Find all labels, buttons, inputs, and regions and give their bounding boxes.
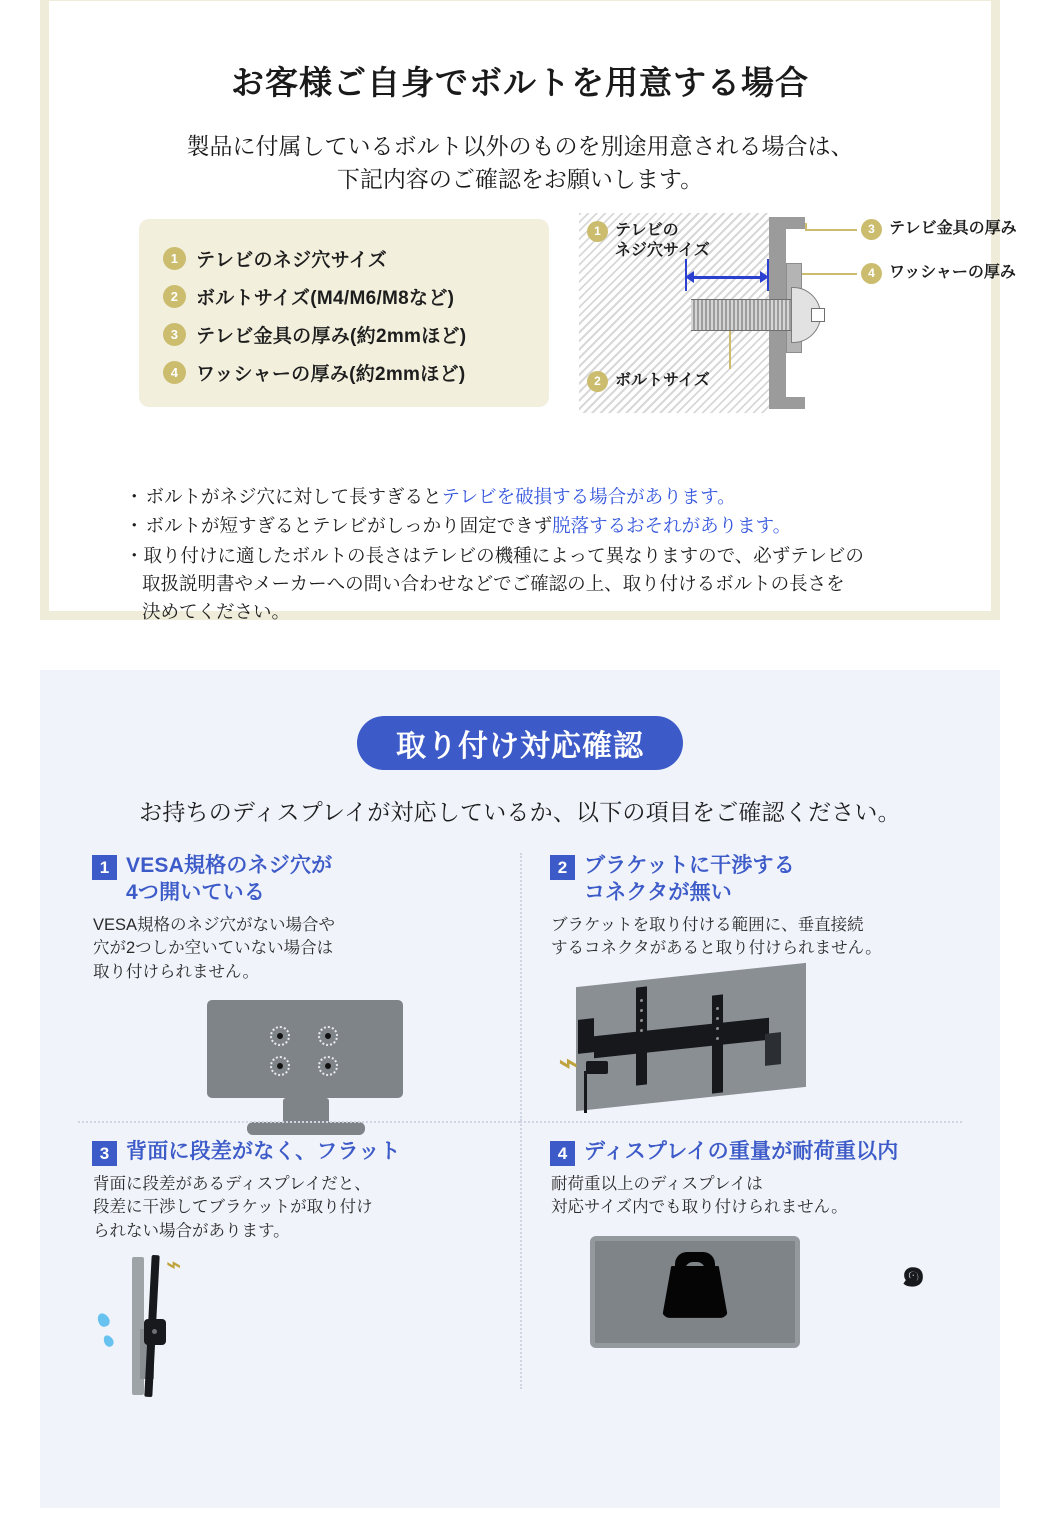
note-plain-text: ボルトがネジ穴に対して長すぎると bbox=[145, 485, 442, 507]
desc-line2: するコネクタがあると取り付けられません。 bbox=[551, 939, 882, 958]
bracket-rail-vertical-shape bbox=[712, 994, 723, 1093]
list-item-label: ワッシャーの厚み(約2mmほど) bbox=[196, 363, 466, 385]
note-row bbox=[125, 483, 991, 511]
leader-line-washer bbox=[802, 273, 857, 275]
compatibility-check-section bbox=[40, 670, 1000, 1508]
diagram-label-line1: テレビの bbox=[615, 221, 679, 239]
diagram-label-bolt-size bbox=[587, 371, 710, 392]
bracket-plate-top-flange bbox=[769, 217, 805, 229]
check-item-desc bbox=[93, 1173, 506, 1243]
check-item-title-line2: コネクタが無い bbox=[584, 880, 732, 904]
number-badge-icon: 1 bbox=[587, 221, 608, 242]
diagram-label-text: ワッシャーの厚み bbox=[889, 263, 1016, 281]
leader-tick-bracket bbox=[805, 223, 807, 231]
bracket-knob-shape bbox=[144, 1319, 166, 1345]
list-item bbox=[163, 283, 549, 310]
list-item-label: テレビ金具の厚み(約2mmほど) bbox=[196, 325, 467, 347]
section-badge: 取り付け対応確認 bbox=[357, 716, 683, 770]
bullet-dot-icon: ・ bbox=[125, 485, 144, 507]
bolt-cross-section-diagram bbox=[579, 213, 1017, 413]
check-item-title-line2: 4つ開いている bbox=[126, 880, 266, 904]
display-weight-illustration bbox=[550, 1230, 948, 1380]
desc-line3: られない場合があります。 bbox=[93, 1221, 290, 1240]
bullet-dot-icon: ・ bbox=[125, 515, 144, 537]
cable-shape bbox=[584, 1071, 587, 1113]
check-item-header bbox=[550, 1139, 948, 1166]
vesa-hole-icon bbox=[270, 1056, 290, 1076]
vesa-hole-icon bbox=[270, 1026, 290, 1046]
desc-line1: 耐荷重以上のディスプレイは bbox=[551, 1175, 763, 1193]
strain-spiral-icon: ๑ bbox=[900, 1250, 926, 1295]
note-line3: 決めてください。 bbox=[142, 600, 291, 622]
desc-line3: 取り付けられません。 bbox=[93, 962, 259, 981]
check-item-header bbox=[92, 1139, 506, 1166]
check-item-title-line1: 背面に段差がなく、フラット bbox=[126, 1140, 401, 1163]
bolt-lead-line2: 下記内容のご確認をお願いします。 bbox=[336, 166, 704, 193]
check-item-desc bbox=[551, 1173, 948, 1220]
check-item-title-line1: VESA規格のネジ穴が bbox=[126, 854, 333, 877]
number-badge-icon: 2 bbox=[550, 855, 575, 880]
bolt-body bbox=[49, 219, 1017, 449]
tv-body-shape bbox=[207, 1000, 403, 1098]
note-line1: ・取り付けに適したボルトの長さはテレビの機種によって異なりますので、必ずテレビの bbox=[125, 545, 864, 567]
bolt-thread-shape bbox=[691, 299, 791, 331]
leader-line-bolt bbox=[729, 331, 731, 369]
desc-line2: 対応サイズ内でも取り付けられません。 bbox=[551, 1198, 848, 1217]
desc-line2: 穴が2つしか空いていない場合は bbox=[93, 939, 334, 958]
bracket-hook-shape bbox=[578, 1018, 594, 1054]
number-badge-icon: 3 bbox=[163, 323, 186, 346]
list-item-label: テレビのネジ穴サイズ bbox=[196, 249, 388, 271]
bolt-preparation-section bbox=[40, 0, 1017, 622]
bracket-hook-shape bbox=[765, 1032, 781, 1066]
desc-line1: 背面に段差があるディスプレイだと、 bbox=[93, 1175, 371, 1193]
note-row bbox=[125, 542, 991, 625]
desc-line1: VESA規格のネジ穴がない場合や bbox=[93, 915, 336, 934]
vesa-hole-icon bbox=[318, 1056, 338, 1076]
leader-line-bracket bbox=[805, 229, 857, 231]
check-item-3 bbox=[78, 1121, 520, 1389]
diagram-label-text: ボルトサイズ bbox=[615, 371, 710, 389]
note-row bbox=[125, 512, 991, 540]
check-item-title-line1: ブラケットに干渉する bbox=[584, 854, 795, 877]
desc-line1: ブラケットを取り付ける範囲に、垂直接続 bbox=[551, 915, 864, 934]
weight-icon bbox=[662, 1266, 728, 1318]
check-item-1 bbox=[78, 853, 520, 1121]
sweat-drop-icon bbox=[95, 1311, 112, 1329]
bolt-notes bbox=[125, 483, 991, 626]
vesa-hole-icon bbox=[318, 1026, 338, 1046]
bolt-checklist-card bbox=[139, 219, 549, 407]
desc-line2: 段差に干渉してブラケットが取り付け bbox=[93, 1198, 373, 1217]
number-badge-icon: 4 bbox=[163, 361, 186, 384]
bracket-rail-vertical-shape bbox=[636, 986, 647, 1085]
collision-zigzag-icon: ⌁ bbox=[166, 1249, 182, 1280]
check-item-desc bbox=[93, 914, 506, 984]
diagram-label-screw-hole bbox=[587, 221, 710, 261]
sweat-drop-icon bbox=[102, 1334, 116, 1349]
tv-bracket-connector-illustration bbox=[550, 971, 948, 1121]
check-item-header bbox=[550, 853, 948, 907]
check-item-2 bbox=[520, 853, 962, 1121]
screw-hole-size-arrow-icon bbox=[685, 269, 769, 285]
bolt-checklist bbox=[139, 219, 549, 386]
bolt-lead-text bbox=[49, 130, 991, 197]
bolt-lead-line1: 製品に付属しているボルト以外のものを別途用意される場合は、 bbox=[186, 133, 854, 159]
number-badge-icon: 3 bbox=[92, 1141, 117, 1166]
number-badge-icon: 4 bbox=[550, 1141, 575, 1166]
number-badge-icon: 2 bbox=[587, 371, 608, 392]
check-item-desc bbox=[551, 914, 948, 961]
note-plain-text: ボルトが短すぎるとテレビがしっかり固定できず bbox=[145, 515, 553, 537]
diagram-label-line2: ネジ穴サイズ bbox=[615, 241, 710, 259]
connector-plug-icon bbox=[586, 1061, 608, 1074]
list-item bbox=[163, 359, 549, 386]
bracket-plate-bottom-flange bbox=[769, 397, 805, 409]
check-item-title-line1: ディスプレイの重量が耐荷重以内 bbox=[584, 1140, 899, 1163]
number-badge-icon: 1 bbox=[163, 247, 186, 270]
check-item-4 bbox=[520, 1121, 962, 1389]
check-lead-text: お持ちのディスプレイが対応しているか、以下の項目をご確認ください。 bbox=[139, 799, 901, 825]
number-badge-icon: 3 bbox=[861, 219, 882, 240]
bolt-slot-icon bbox=[811, 308, 825, 322]
check-item-header bbox=[92, 853, 506, 907]
diagram-label-washer-thickness bbox=[861, 263, 1016, 284]
note-highlight-text: 脱落するおそれがあります。 bbox=[552, 515, 792, 537]
diagram-label-text: テレビ金具の厚み bbox=[889, 219, 1017, 237]
list-item bbox=[163, 321, 549, 348]
note-highlight-text: テレビを破損する場合があります。 bbox=[441, 485, 736, 507]
tv-side-profile-illustration bbox=[92, 1249, 506, 1403]
number-badge-icon: 2 bbox=[163, 285, 186, 308]
number-badge-icon: 1 bbox=[92, 855, 117, 880]
collision-zigzag-icon: ⌁ bbox=[558, 1043, 579, 1082]
list-item bbox=[163, 245, 549, 272]
list-item-label: ボルトサイズ(M4/M6/M8など) bbox=[196, 287, 455, 309]
checklist-grid bbox=[78, 853, 962, 1389]
diagram-label-bracket-thickness bbox=[861, 219, 1017, 240]
page-title: お客様ご自身でボルトを用意する場合 bbox=[231, 64, 809, 101]
note-line2: 取扱説明書やメーカーへの問い合わせなどでご確認の上、取り付けるボルトの長さを bbox=[142, 572, 845, 594]
number-badge-icon: 4 bbox=[861, 263, 882, 284]
